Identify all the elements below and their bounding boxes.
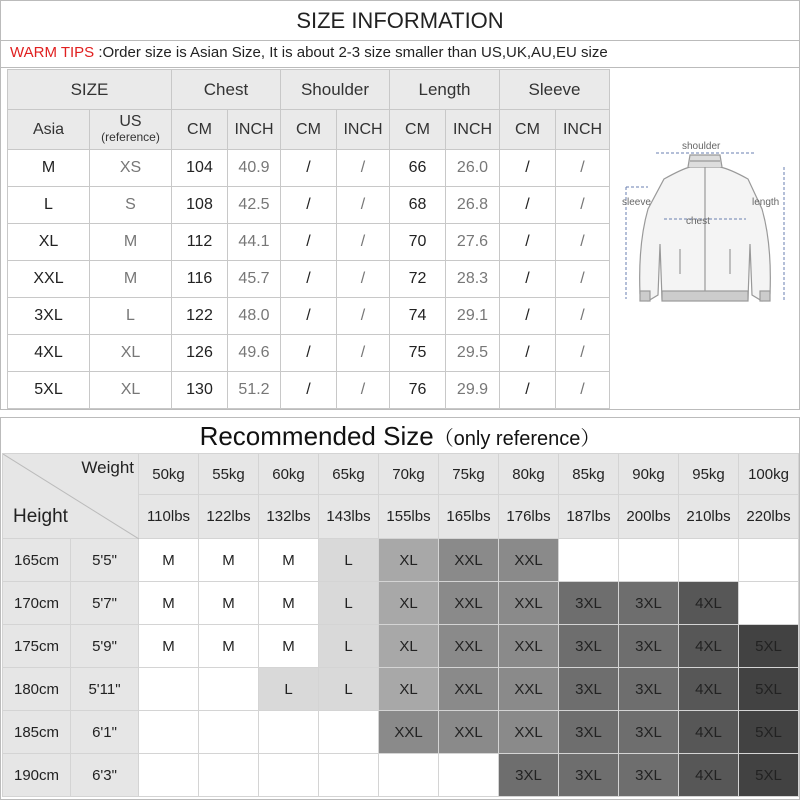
size-cell-chest_in: 48.0 xyxy=(228,298,281,335)
size-cell-len_in: 27.6 xyxy=(446,224,500,261)
size-cell-sh_cm: / xyxy=(281,261,337,298)
size-cell-sl_in: / xyxy=(556,187,610,224)
recommended-size-cell: XL xyxy=(379,668,439,711)
size-cell-us: M xyxy=(90,261,172,298)
size-cell-sh_cm: / xyxy=(281,335,337,372)
subheader-us xyxy=(90,110,172,150)
recommended-size-cell xyxy=(139,754,199,797)
recommended-size-cell: 5XL xyxy=(739,668,799,711)
header-shoulder: Shoulder xyxy=(281,70,390,110)
recommended-size-cell: XXL xyxy=(439,668,499,711)
weight-lbs-header: 110lbs xyxy=(139,495,199,539)
size-cell-chest_in: 44.1 xyxy=(228,224,281,261)
size-cell-sh_in: / xyxy=(337,298,390,335)
weight-lbs-header: 132lbs xyxy=(259,495,319,539)
weight-kg-header: 60kg xyxy=(259,454,319,495)
recommended-size-cell: 3XL xyxy=(499,754,559,797)
recommended-size-cell xyxy=(319,711,379,754)
recommended-size-cell: 3XL xyxy=(559,668,619,711)
size-cell-sl_in: / xyxy=(556,150,610,187)
size-cell-chest_in: 42.5 xyxy=(228,187,281,224)
recommended-size-cell: 3XL xyxy=(559,625,619,668)
height-row xyxy=(3,668,799,711)
jacket-icon xyxy=(612,69,798,409)
jacket-measurement-diagram xyxy=(612,69,798,409)
size-cell-chest_cm: 122 xyxy=(172,298,228,335)
size-cell-sl_in: / xyxy=(556,335,610,372)
recommended-size-cell: 3XL xyxy=(559,711,619,754)
recommended-size-cell: L xyxy=(319,625,379,668)
subheader-inch: INCH xyxy=(446,110,500,150)
size-cell-asia: 5XL xyxy=(8,372,90,409)
size-cell-len_cm: 74 xyxy=(390,298,446,335)
recommended-size-cell: 4XL xyxy=(679,582,739,625)
subheader-inch: INCH xyxy=(337,110,390,150)
recommended-size-cell xyxy=(199,754,259,797)
weight-kg-header: 70kg xyxy=(379,454,439,495)
recommended-size-cell: M xyxy=(259,539,319,582)
weight-kg-header: 75kg xyxy=(439,454,499,495)
size-cell-sl_cm: / xyxy=(500,298,556,335)
size-cell-asia: 4XL xyxy=(8,335,90,372)
header-sleeve: Sleeve xyxy=(500,70,610,110)
size-cell-len_cm: 70 xyxy=(390,224,446,261)
recommended-size-cell: 3XL xyxy=(559,754,619,797)
height-cm: 180cm xyxy=(3,668,71,711)
height-row xyxy=(3,711,799,754)
size-cell-chest_in: 49.6 xyxy=(228,335,281,372)
recommended-size-cell xyxy=(739,539,799,582)
weight-kg-header: 65kg xyxy=(319,454,379,495)
recommended-size-cell: L xyxy=(319,539,379,582)
height-row xyxy=(3,582,799,625)
recommended-size-cell: M xyxy=(139,539,199,582)
height-ft: 5'7" xyxy=(71,582,139,625)
size-cell-sh_cm: / xyxy=(281,224,337,261)
weight-lbs-header: 165lbs xyxy=(439,495,499,539)
recommended-size-cell: M xyxy=(259,625,319,668)
size-cell-sl_in: / xyxy=(556,261,610,298)
height-cm: 190cm xyxy=(3,754,71,797)
size-cell-asia: XXL xyxy=(8,261,90,298)
size-cell-asia: M xyxy=(8,150,90,187)
subheader-cm: CM xyxy=(281,110,337,150)
recommended-size-cell xyxy=(139,668,199,711)
height-cm: 185cm xyxy=(3,711,71,754)
weight-kg-header: 80kg xyxy=(499,454,559,495)
recommended-size-cell xyxy=(739,582,799,625)
size-table xyxy=(7,69,610,409)
weight-kg-header: 85kg xyxy=(559,454,619,495)
recommended-size-cell: XXL xyxy=(499,625,559,668)
weight-kg-header: 95kg xyxy=(679,454,739,495)
weight-kg-header: 50kg xyxy=(139,454,199,495)
weight-kg-header: 90kg xyxy=(619,454,679,495)
recommended-size-cell: M xyxy=(139,582,199,625)
weight-lbs-header: 155lbs xyxy=(379,495,439,539)
size-cell-sh_in: / xyxy=(337,224,390,261)
subheader-asia: Asia xyxy=(8,110,90,150)
recommend-subtitle: （only reference） xyxy=(433,428,601,450)
recommended-size-cell: M xyxy=(199,582,259,625)
size-cell-sh_cm: / xyxy=(281,150,337,187)
recommended-size-cell: XL xyxy=(379,625,439,668)
height-cm: 170cm xyxy=(3,582,71,625)
size-row xyxy=(8,298,610,335)
size-cell-chest_cm: 108 xyxy=(172,187,228,224)
header-size: SIZE xyxy=(8,70,172,110)
diagram-label-chest: chest xyxy=(686,216,710,227)
recommended-size-cell: XL xyxy=(379,582,439,625)
weight-kg-header: 100kg xyxy=(739,454,799,495)
size-cell-chest_in: 40.9 xyxy=(228,150,281,187)
recommended-size-cell xyxy=(319,754,379,797)
recommend-title xyxy=(0,417,800,453)
size-cell-chest_cm: 130 xyxy=(172,372,228,409)
height-ft: 5'5" xyxy=(71,539,139,582)
recommended-size-cell xyxy=(559,539,619,582)
recommended-size-cell: XXL xyxy=(439,539,499,582)
recommended-size-cell: 3XL xyxy=(619,754,679,797)
size-cell-len_in: 29.9 xyxy=(446,372,500,409)
weight-lbs-header: 176lbs xyxy=(499,495,559,539)
page-title: SIZE INFORMATION xyxy=(0,0,800,41)
recommended-size-cell: 4XL xyxy=(679,711,739,754)
size-cell-chest_cm: 104 xyxy=(172,150,228,187)
size-cell-sh_cm: / xyxy=(281,187,337,224)
recommended-size-cell: M xyxy=(259,582,319,625)
size-row xyxy=(8,187,610,224)
recommended-size-cell: XXL xyxy=(499,539,559,582)
size-cell-len_cm: 72 xyxy=(390,261,446,298)
height-ft: 6'3" xyxy=(71,754,139,797)
height-ft: 5'9" xyxy=(71,625,139,668)
subheader-cm: CM xyxy=(500,110,556,150)
recommended-size-cell: 3XL xyxy=(619,668,679,711)
recommend-table xyxy=(2,453,799,797)
recommended-size-cell: 4XL xyxy=(679,668,739,711)
size-cell-len_cm: 75 xyxy=(390,335,446,372)
weight-lbs-header: 200lbs xyxy=(619,495,679,539)
warm-tips xyxy=(0,40,800,68)
recommended-size-cell: M xyxy=(139,625,199,668)
recommended-size-cell: L xyxy=(319,668,379,711)
header-chest: Chest xyxy=(172,70,281,110)
size-cell-sl_cm: / xyxy=(500,372,556,409)
recommended-size-cell: XXL xyxy=(499,668,559,711)
subheader-us-reference: (reference) xyxy=(101,130,160,144)
size-cell-chest_in: 45.7 xyxy=(228,261,281,298)
recommended-size-cell: 3XL xyxy=(619,582,679,625)
recommended-size-cell: 4XL xyxy=(679,754,739,797)
size-cell-chest_cm: 116 xyxy=(172,261,228,298)
subheader-inch: INCH xyxy=(556,110,610,150)
recommended-size-cell: 3XL xyxy=(619,711,679,754)
recommended-size-cell xyxy=(619,539,679,582)
size-cell-len_in: 26.8 xyxy=(446,187,500,224)
size-cell-len_cm: 68 xyxy=(390,187,446,224)
subheader-cm: CM xyxy=(390,110,446,150)
recommend-title-main: Recommended Size xyxy=(199,421,434,451)
weight-lbs-header: 210lbs xyxy=(679,495,739,539)
size-cell-sh_cm: / xyxy=(281,372,337,409)
recommended-size-cell xyxy=(199,668,259,711)
recommended-size-cell: 3XL xyxy=(559,582,619,625)
subheader-cm: CM xyxy=(172,110,228,150)
size-cell-sh_in: / xyxy=(337,150,390,187)
subheader-inch: INCH xyxy=(228,110,281,150)
recommended-size-cell: M xyxy=(199,625,259,668)
height-cm: 175cm xyxy=(3,625,71,668)
recommended-size-cell: 4XL xyxy=(679,625,739,668)
height-ft: 5'11" xyxy=(71,668,139,711)
height-label: Height xyxy=(13,506,68,527)
subheader-us-label: US xyxy=(119,113,142,130)
size-cell-asia: 3XL xyxy=(8,298,90,335)
size-cell-sl_cm: / xyxy=(500,261,556,298)
weight-kg-row xyxy=(3,454,799,495)
recommended-size-cell: XL xyxy=(379,539,439,582)
size-cell-asia: L xyxy=(8,187,90,224)
recommended-size-cell: L xyxy=(259,668,319,711)
diagram-label-shoulder: shoulder xyxy=(682,141,721,152)
size-cell-len_in: 26.0 xyxy=(446,150,500,187)
height-ft: 6'1" xyxy=(71,711,139,754)
size-cell-sh_cm: / xyxy=(281,298,337,335)
recommended-size-cell: XXL xyxy=(379,711,439,754)
size-cell-len_in: 29.1 xyxy=(446,298,500,335)
size-cell-len_in: 29.5 xyxy=(446,335,500,372)
size-cell-sl_cm: / xyxy=(500,150,556,187)
recommended-size-cell: XXL xyxy=(499,582,559,625)
recommended-size-cell: XXL xyxy=(439,625,499,668)
weight-lbs-header: 122lbs xyxy=(199,495,259,539)
size-cell-sh_in: / xyxy=(337,335,390,372)
height-row xyxy=(3,754,799,797)
size-cell-us: XS xyxy=(90,150,172,187)
size-row xyxy=(8,372,610,409)
recommended-size-cell: 5XL xyxy=(739,711,799,754)
size-cell-sl_in: / xyxy=(556,224,610,261)
size-row xyxy=(8,150,610,187)
recommended-size-cell xyxy=(379,754,439,797)
size-row xyxy=(8,261,610,298)
recommended-size-cell: 3XL xyxy=(619,625,679,668)
recommended-size-cell xyxy=(259,711,319,754)
header-length: Length xyxy=(390,70,500,110)
weight-lbs-header: 143lbs xyxy=(319,495,379,539)
height-row xyxy=(3,625,799,668)
recommended-size-cell: 5XL xyxy=(739,625,799,668)
height-row xyxy=(3,539,799,582)
recommended-size-cell xyxy=(199,711,259,754)
size-cell-sh_in: / xyxy=(337,372,390,409)
weight-lbs-header: 187lbs xyxy=(559,495,619,539)
weight-label: Weight xyxy=(81,458,134,477)
size-cell-sl_cm: / xyxy=(500,224,556,261)
recommended-size-cell xyxy=(139,711,199,754)
diagram-label-sleeve: sleeve xyxy=(622,197,651,208)
recommended-size-cell xyxy=(679,539,739,582)
warm-tips-label: WARM TIPS xyxy=(10,44,95,61)
size-cell-us: M xyxy=(90,224,172,261)
size-cell-sl_cm: / xyxy=(500,335,556,372)
height-cm: 165cm xyxy=(3,539,71,582)
recommended-size-cell xyxy=(439,754,499,797)
size-cell-sh_in: / xyxy=(337,261,390,298)
size-cell-sl_cm: / xyxy=(500,187,556,224)
size-cell-sl_in: / xyxy=(556,298,610,335)
size-cell-sh_in: / xyxy=(337,187,390,224)
recommended-size-cell: XXL xyxy=(439,582,499,625)
size-cell-us: XL xyxy=(90,372,172,409)
size-cell-len_in: 28.3 xyxy=(446,261,500,298)
weight-kg-header: 55kg xyxy=(199,454,259,495)
recommended-size-cell: 5XL xyxy=(739,754,799,797)
recommended-size-cell: L xyxy=(319,582,379,625)
size-cell-len_cm: 76 xyxy=(390,372,446,409)
size-cell-sl_in: / xyxy=(556,372,610,409)
size-cell-us: L xyxy=(90,298,172,335)
recommended-size-cell: M xyxy=(199,539,259,582)
recommended-size-cell: XXL xyxy=(499,711,559,754)
size-cell-len_cm: 66 xyxy=(390,150,446,187)
recommended-size-cell xyxy=(259,754,319,797)
recommended-size-cell: XXL xyxy=(439,711,499,754)
size-cell-us: S xyxy=(90,187,172,224)
size-row xyxy=(8,335,610,372)
warm-tips-text: :Order size is Asian Size, It is about 2-3 size smaller than US,UK,AU,EU size xyxy=(94,44,608,61)
weight-lbs-header: 220lbs xyxy=(739,495,799,539)
size-cell-us: XL xyxy=(90,335,172,372)
weight-height-corner xyxy=(3,454,139,539)
size-cell-chest_in: 51.2 xyxy=(228,372,281,409)
size-row xyxy=(8,224,610,261)
diagram-label-length: length xyxy=(752,197,780,208)
size-cell-chest_cm: 126 xyxy=(172,335,228,372)
size-cell-asia: XL xyxy=(8,224,90,261)
size-cell-chest_cm: 112 xyxy=(172,224,228,261)
